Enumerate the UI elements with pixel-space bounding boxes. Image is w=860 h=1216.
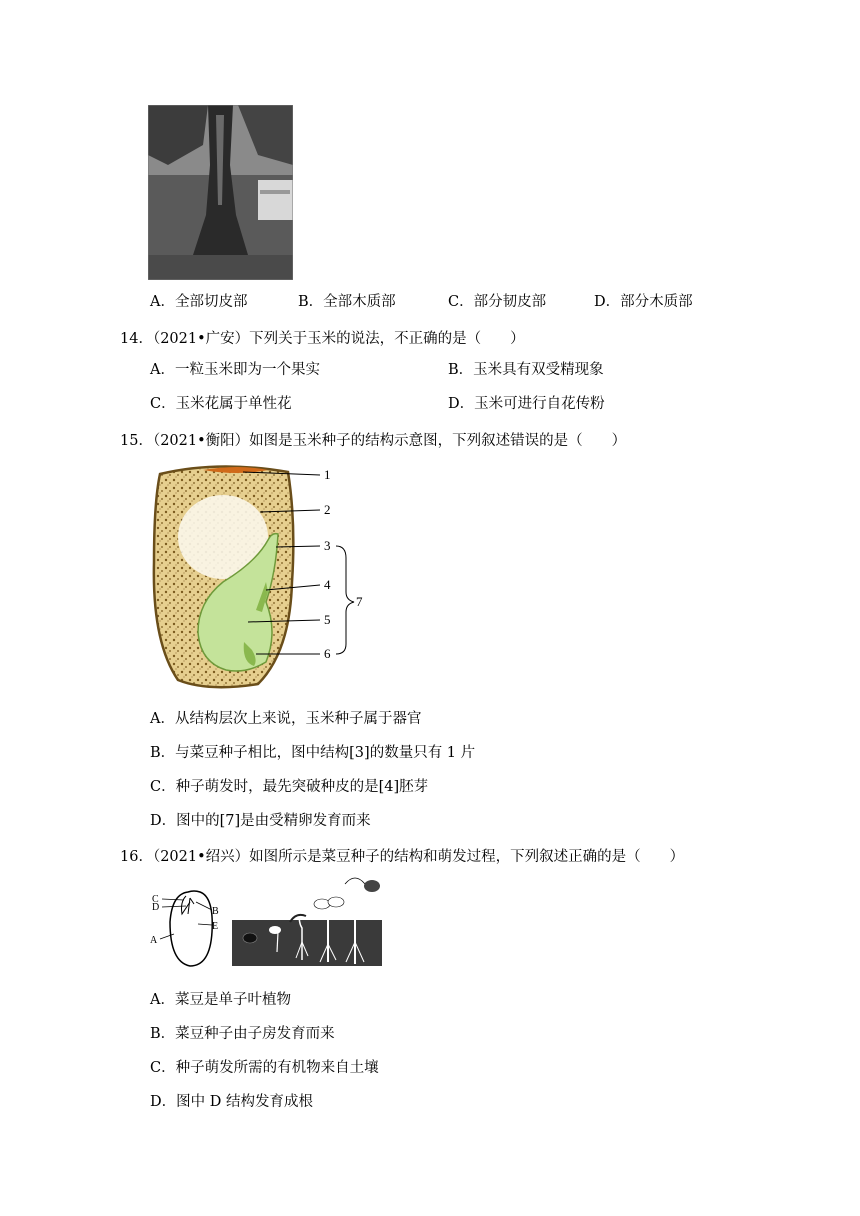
q13-option-d[interactable]: D．部分木质部 <box>594 294 693 310</box>
label-6: 6 <box>324 646 331 661</box>
q13-option-a[interactable]: A．全部切皮部 <box>150 294 248 310</box>
q15-option-d[interactable]: D．图中的[7]是由受精卵发育而来 <box>150 813 371 829</box>
bean-seed-diagram <box>150 872 385 972</box>
label-1: 1 <box>324 467 331 482</box>
label-3: 3 <box>324 538 331 553</box>
label-2: 2 <box>324 502 331 517</box>
label-a: A <box>150 935 158 946</box>
q16-stem: 16．（2021•绍兴）如图所示是菜豆种子的结构和萌发过程，下列叙述正确的是（ ） <box>120 849 685 865</box>
q14-option-a[interactable]: A．一粒玉米即为一个果实 <box>150 362 320 378</box>
q14-option-b[interactable]: B．玉米具有双受精现象 <box>448 362 604 378</box>
tree-photo <box>148 105 293 280</box>
q14-option-c[interactable]: C．玉米花属于单性花 <box>150 396 292 412</box>
corn-seed-diagram <box>148 462 378 694</box>
q14-option-d[interactable]: D．玉米可进行自花传粉 <box>448 396 605 412</box>
q16-option-b[interactable]: B．菜豆种子由子房发育而来 <box>150 1026 335 1042</box>
label-7: 7 <box>356 594 363 609</box>
label-4: 4 <box>324 577 331 592</box>
q15-option-a[interactable]: A．从结构层次上来说，玉米种子属于器官 <box>150 711 422 727</box>
q15-option-b[interactable]: B．与菜豆种子相比，图中结构[3]的数量只有 1 片 <box>150 745 476 761</box>
q14-stem: 14．（2021•广安）下列关于玉米的说法，不正确的是（ ） <box>120 331 525 347</box>
label-c: C <box>152 894 159 905</box>
label-5: 5 <box>324 612 331 627</box>
label-b: B <box>212 906 219 917</box>
label-d: D <box>152 902 160 913</box>
q15-option-c[interactable]: C．种子萌发时，最先突破种皮的是[4]胚芽 <box>150 779 429 795</box>
label-e: E <box>212 921 219 932</box>
q13-option-c[interactable]: C．部分韧皮部 <box>448 294 547 310</box>
q16-option-a[interactable]: A．菜豆是单子叶植物 <box>150 992 291 1008</box>
q15-stem: 15．（2021•衡阳）如图是玉米种子的结构示意图，下列叙述错误的是（ ） <box>120 433 627 449</box>
q13-option-b[interactable]: B．全部木质部 <box>298 294 396 310</box>
q16-option-d[interactable]: D．图中 D 结构发育成根 <box>150 1094 313 1110</box>
q16-option-c[interactable]: C．种子萌发所需的有机物来自土壤 <box>150 1060 379 1076</box>
